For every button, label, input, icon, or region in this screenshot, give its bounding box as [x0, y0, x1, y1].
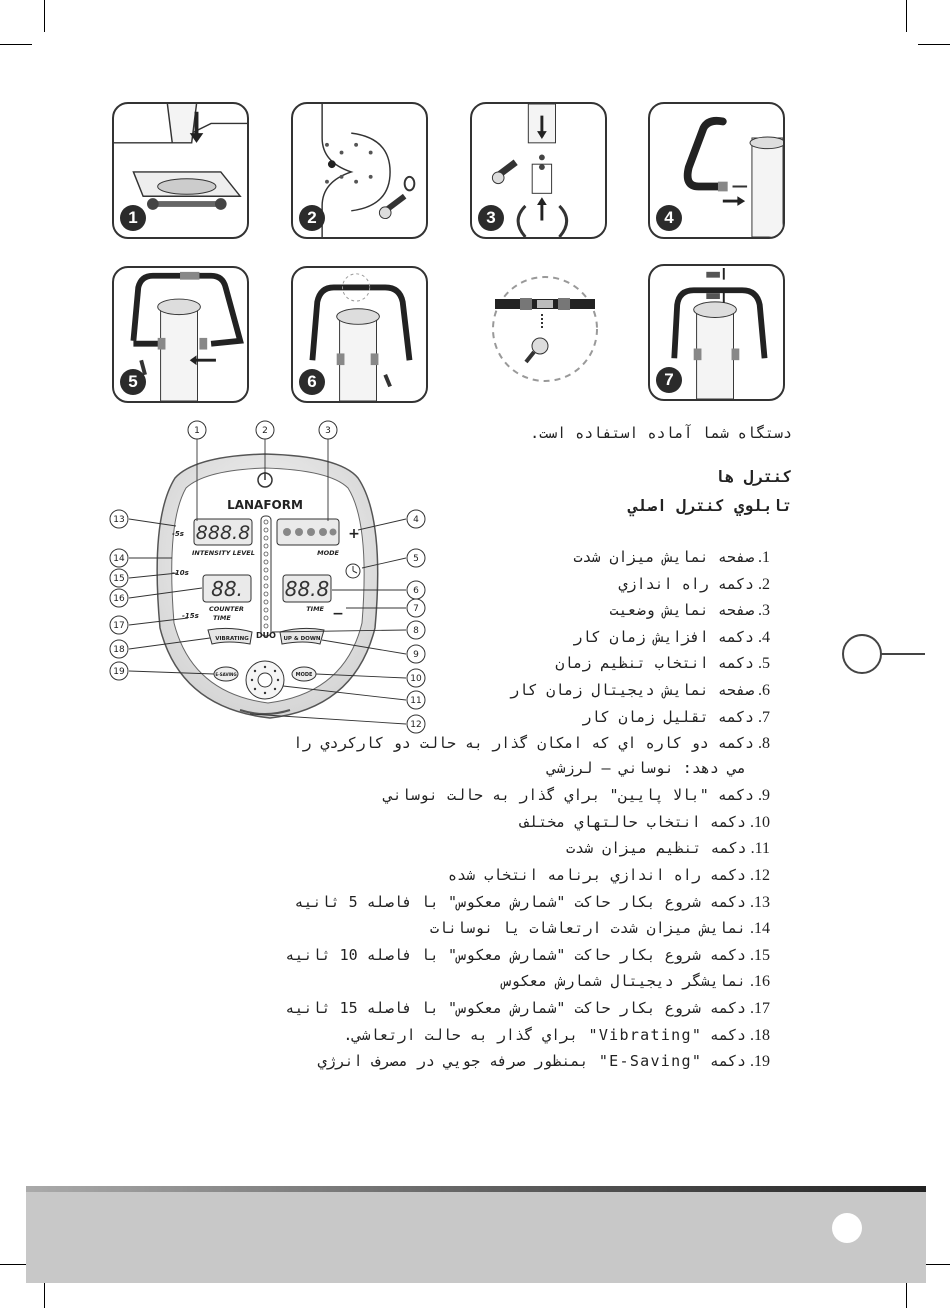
list-item: 4.دكمه افزايش زمان كار — [573, 627, 770, 646]
list-item: 12.دكمه راه اندازي برنامه انتخاب شده — [447, 865, 770, 884]
callout-16: 16 — [113, 594, 125, 604]
mode-button-label: MODE — [295, 672, 313, 678]
list-item: 1.صفحه نمايش ميزان شدت — [573, 548, 770, 566]
figure-number-badge: 1 — [120, 205, 146, 231]
brand-logo: LANAFORM — [227, 498, 303, 512]
ready-text: دستگاه شما آماده استفاده است. — [530, 424, 792, 442]
callout-10: 10 — [410, 674, 422, 684]
start-button[interactable] — [258, 673, 272, 687]
crop-mark — [906, 0, 907, 32]
panel-heading: تابلوي كنترل اصلي — [628, 496, 792, 515]
countdown-15s-button[interactable]: -15s — [182, 612, 199, 620]
callout-15: 15 — [113, 574, 125, 584]
callout-3: 3 — [325, 426, 331, 436]
mode-label: MODE — [317, 549, 339, 557]
list-item: 13.دكمه شروع بكار حاكت "شمارش معكوس" با فاصله 5 ثانيه — [294, 892, 770, 911]
time-display-digits: 88.8 — [284, 577, 330, 601]
list-item: 18.دكمه "Vibrating" براي گذار به حالت ارتعاشي. — [343, 1025, 770, 1044]
controls-list — [285, 545, 770, 1076]
list-item: 6.صفحه نمايش ديجيتال زمان كار — [510, 680, 770, 699]
assembly-figure-7 — [648, 264, 785, 401]
list-item: 17.دكمه شروع بكار حاكت "شمارش معكوس" با فاصله 15 ثانيه — [285, 998, 770, 1017]
list-item: 14.نمايش ميزان شدت ارتعاشات يا نوسانات — [429, 919, 770, 938]
assembly-figure-6 — [291, 266, 428, 403]
page-footer — [26, 1186, 926, 1283]
countdown-10s-button[interactable]: -10s — [172, 569, 189, 577]
vibrating-label: VIBRATING — [215, 636, 249, 642]
callout-8: 8 — [413, 626, 419, 636]
callout-5: 5 — [413, 554, 419, 564]
plus-button[interactable]: + — [348, 526, 360, 542]
callout-12: 12 — [410, 720, 422, 730]
esaving-label: E-SAVING — [215, 672, 237, 677]
list-item: 19.دكمه "E-Saving" بمنظور صرفه جويي در مصرف انرژي — [317, 1052, 770, 1071]
assembly-figure-4 — [648, 102, 785, 239]
assembly-figure-3 — [470, 102, 607, 239]
callout-14: 14 — [113, 554, 125, 564]
crop-mark — [918, 44, 950, 45]
counter-display-digits: 88. — [211, 577, 243, 601]
assembly-figure-2 — [291, 102, 428, 239]
list-item: 7.دكمه تقليل زمان كار — [582, 707, 770, 726]
figure-number-badge: 3 — [478, 205, 504, 231]
callout-2: 2 — [262, 426, 268, 436]
crop-mark — [44, 0, 45, 32]
callout-6: 6 — [413, 586, 419, 596]
callout-7: 7 — [413, 604, 419, 614]
crop-mark — [0, 44, 32, 45]
list-item: 2.دكمه راه اندازي — [618, 574, 770, 593]
updown-label: UP & DOWN — [283, 636, 321, 642]
list-item: 3.صفحه نمايش وضعيت — [609, 601, 770, 620]
minus-button[interactable]: − — [332, 606, 344, 622]
time-label: TIME — [306, 605, 324, 613]
callout-9: 9 — [413, 650, 419, 660]
assembly-figure-1 — [112, 102, 249, 239]
list-item: 11.دكمه تنظيم ميزان شدت — [565, 839, 770, 858]
list-item: 16.نمايشگر ديجيتال شمارش معكوس — [502, 972, 770, 991]
figure-number-badge: 5 — [120, 369, 146, 395]
list-item: 10.دكمه انتخاب حالتهاي مختلف — [520, 812, 770, 831]
callout-1: 1 — [194, 426, 200, 436]
list-item: 8.دكمه دو كاره اي كه امكان گذار به حالت دو كاركردي را مي دهد: نوساني – لرزشي — [293, 734, 770, 778]
list-item: 15.دكمه شروع بكار حاكت "شمارش معكوس" با فاصله 10 ثانيه — [285, 945, 770, 964]
counter-time-label: TIME — [213, 614, 231, 622]
footer-gradient-bar — [26, 1186, 926, 1192]
list-item: 9.دكمه "بالا پايين" براي گذار به حالت نوساني — [383, 786, 770, 805]
callout-19: 19 — [113, 667, 125, 677]
counter-label: COUNTER — [209, 605, 244, 613]
callout-11: 11 — [410, 696, 422, 706]
figure-number-badge: 2 — [299, 205, 325, 231]
countdown-5s-button[interactable]: -5s — [172, 530, 184, 538]
intensity-display-digits: 888.8 — [195, 522, 251, 544]
callout-13: 13 — [113, 515, 125, 525]
intensity-level-label: INTENSITY LEVEL — [192, 549, 255, 557]
controls-heading: كنترل ها — [714, 467, 792, 486]
zoom-detail — [490, 274, 600, 384]
duo-button[interactable]: DUO — [256, 631, 276, 640]
callout-4: 4 — [413, 515, 419, 525]
list-item: 5.دكمه انتخاب تنظيم زمان — [555, 654, 770, 673]
page-number-circle — [832, 1213, 862, 1243]
section-tab-marker — [842, 634, 882, 674]
figure-number-badge: 7 — [656, 367, 682, 393]
callout-17: 17 — [113, 621, 125, 631]
figure-number-badge: 4 — [656, 205, 682, 231]
figure-number-badge: 6 — [299, 369, 325, 395]
callout-18: 18 — [113, 645, 125, 655]
section-tab-line — [880, 653, 925, 655]
assembly-figure-5 — [112, 266, 249, 403]
